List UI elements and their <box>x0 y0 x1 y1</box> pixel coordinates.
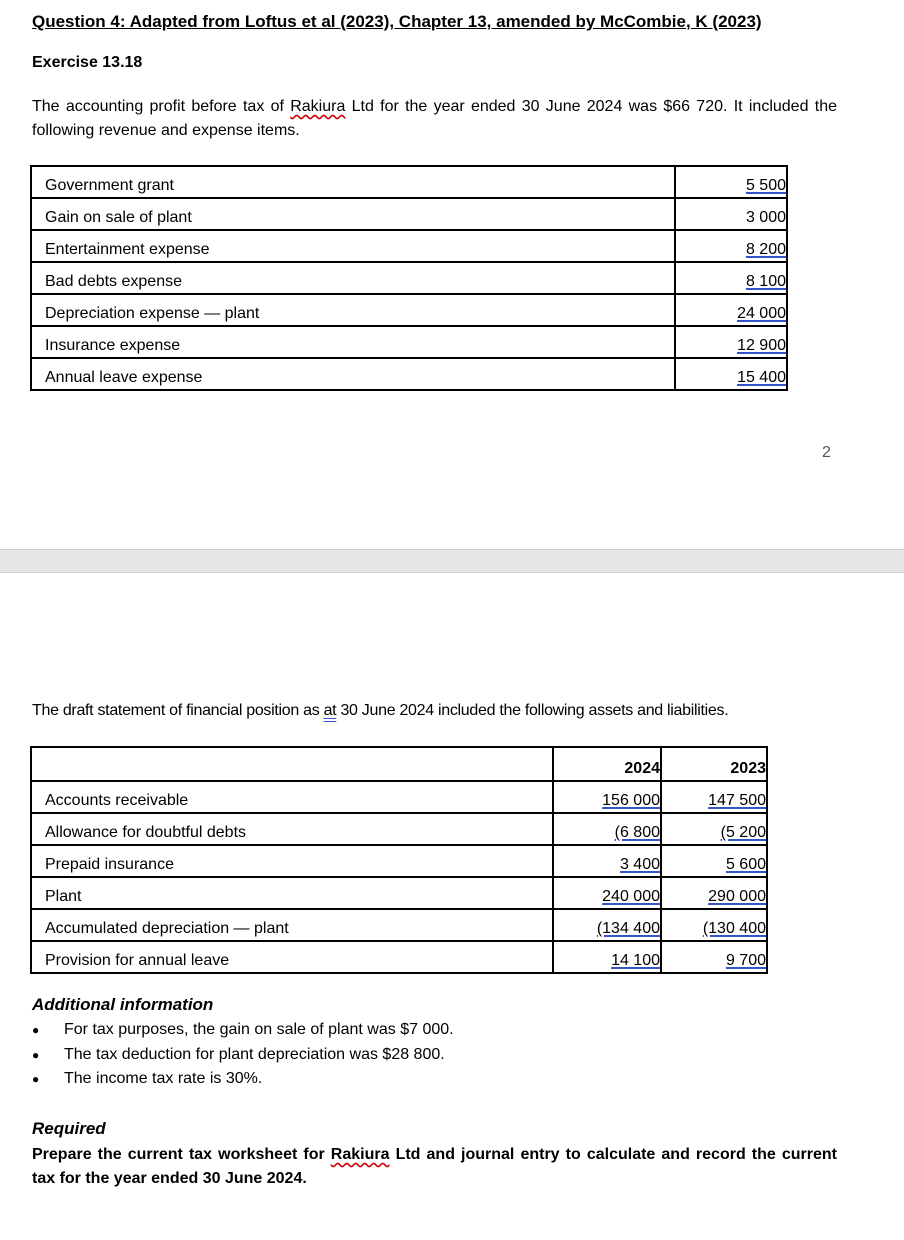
table-row <box>31 941 767 973</box>
value-2023: (130 400 <box>702 920 766 937</box>
required-title: Required <box>32 1119 106 1138</box>
header-2024: 2024 <box>553 747 661 781</box>
row-label: Provision for annual leave <box>31 941 553 973</box>
cell-2024 <box>553 941 661 973</box>
required-text <box>32 1143 837 1191</box>
row-label: Insurance expense <box>31 326 675 358</box>
row-label: Gain on sale of plant <box>31 198 675 230</box>
cell-2024 <box>553 909 661 941</box>
row-label: Bad debts expense <box>31 262 675 294</box>
row-value: 8 100 <box>745 273 786 290</box>
additional-info-list <box>32 1018 454 1092</box>
list-item: ● The income tax rate is 30%. <box>32 1067 454 1092</box>
row-value-cell <box>675 262 787 294</box>
table-row <box>31 909 767 941</box>
table-row <box>31 198 787 230</box>
header-2023: 2023 <box>661 747 767 781</box>
value-2023: 290 000 <box>708 888 766 905</box>
table-row <box>31 166 787 198</box>
row-value: 12 900 <box>737 337 786 354</box>
page-separator <box>0 549 904 573</box>
cell-2024 <box>553 813 661 845</box>
cell-2024 <box>553 877 661 909</box>
table-row <box>31 845 767 877</box>
list-item: ● The tax deduction for plant depreciation was $28 800. <box>32 1043 454 1068</box>
row-value-cell <box>675 230 787 262</box>
cell-2023 <box>661 781 767 813</box>
revenue-expense-table <box>30 165 788 391</box>
row-label: Allowance for doubtful debts <box>31 813 553 845</box>
list-item: ● For tax purposes, the gain on sale of plant was $7 000. <box>32 1018 454 1043</box>
table-row <box>31 813 767 845</box>
value-2024: 240 000 <box>602 888 660 905</box>
row-value: 24 000 <box>737 305 786 322</box>
cell-2023 <box>661 813 767 845</box>
company-name: Rakiura <box>290 98 346 115</box>
table-header-row <box>31 747 767 781</box>
table-row <box>31 358 787 390</box>
required-company-name: Rakiura <box>330 1146 390 1163</box>
cell-2024 <box>553 781 661 813</box>
row-value-cell <box>675 198 787 230</box>
financial-position-table <box>30 746 768 974</box>
row-label: Depreciation expense — plant <box>31 294 675 326</box>
value-2023: (5 200 <box>720 824 766 841</box>
value-2024: (6 800 <box>614 824 660 841</box>
intro-paragraph <box>32 95 837 143</box>
row-value: 15 400 <box>737 369 786 386</box>
row-label: Government grant <box>31 166 675 198</box>
table-row <box>31 230 787 262</box>
required-text-2: Ltd and journal entry to calculate and record the current tax for the year ended 30 June 2024. <box>32 1146 837 1187</box>
row-label: Prepaid insurance <box>31 845 553 877</box>
additional-info-title: Additional information <box>32 995 214 1014</box>
cell-2023 <box>661 909 767 941</box>
cell-2023 <box>661 845 767 877</box>
sfp-intro-at: at <box>323 702 337 719</box>
value-2024: 156 000 <box>602 792 660 809</box>
row-value-cell <box>675 166 787 198</box>
intro-text-2: Ltd for the year ended 30 June 2024 was $66 720. It included the following revenue and expense items. <box>32 98 837 139</box>
table-row <box>31 877 767 909</box>
row-value: 5 500 <box>745 177 786 194</box>
sfp-intro <box>32 702 728 720</box>
header-label <box>31 747 553 781</box>
row-label: Accumulated depreciation — plant <box>31 909 553 941</box>
question-title: Question 4: Adapted from Loftus et al (2023), Chapter 13, amended by McCombie, K (2023) <box>32 12 762 31</box>
row-label: Entertainment expense <box>31 230 675 262</box>
row-value: 3 000 <box>745 209 786 226</box>
cell-2023 <box>661 877 767 909</box>
value-2023: 147 500 <box>708 792 766 809</box>
sfp-intro-text-2: 30 June 2024 included the following assets and liabilities. <box>336 702 729 719</box>
required-text-1: Prepare the current tax worksheet for <box>32 1146 331 1163</box>
row-value-cell <box>675 326 787 358</box>
row-label: Plant <box>31 877 553 909</box>
value-2024: 14 100 <box>611 952 660 969</box>
exercise-title: Exercise 13.18 <box>32 54 143 71</box>
row-value-cell <box>675 294 787 326</box>
row-value: 8 200 <box>745 241 786 258</box>
table-row <box>31 781 767 813</box>
intro-text-1: The accounting profit before tax of <box>32 98 291 115</box>
value-2023: 9 700 <box>725 952 766 969</box>
row-label: Annual leave expense <box>31 358 675 390</box>
table-row <box>31 262 787 294</box>
cell-2024 <box>553 845 661 877</box>
value-2023: 5 600 <box>725 856 766 873</box>
row-value-cell <box>675 358 787 390</box>
table-row <box>31 294 787 326</box>
value-2024: 3 400 <box>619 856 660 873</box>
row-label: Accounts receivable <box>31 781 553 813</box>
value-2024: (134 400 <box>596 920 660 937</box>
page-number: 2 <box>822 444 831 461</box>
table-row <box>31 326 787 358</box>
sfp-intro-text-1: The draft statement of financial position as <box>32 702 324 719</box>
cell-2023 <box>661 941 767 973</box>
